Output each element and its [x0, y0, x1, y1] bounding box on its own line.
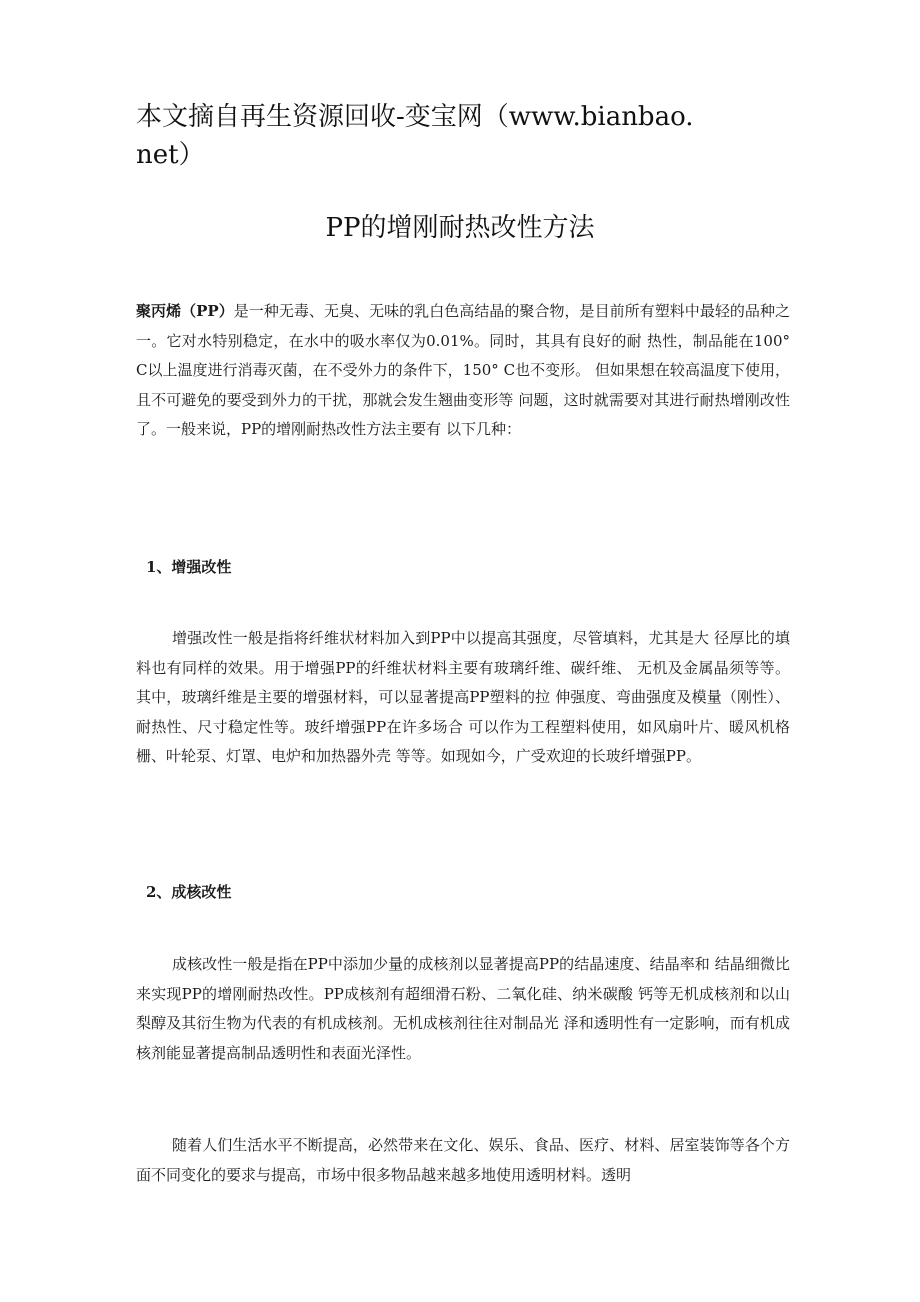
- source-note: 本文摘自再生资源回收-变宝网（www.bianbao.net）: [136, 102, 694, 170]
- section-heading-nucleation: 2、成核改性: [146, 883, 232, 901]
- reinforcement-paragraph: 增强改性一般是指将纤维状材料加入到PP中以提高其强度，尽管填料，尤其是大 径厚比的填料也有同样的效果。用于增强PP的纤维状材料主要有玻璃纤维、碳纤维、 无机及金属晶须等等。其中，玻璃纤维是主要的增强材料，可以显著提高PP塑料的拉 伸强度、弯曲强度及模量（刚性）、耐热性、尺寸稳定性等。玻纤增强PP在许多场合 可以作为工程塑料使用，如风扇叶片、暖风机格栅、叶轮泵、灯罩、电炉和加热器外壳 等等。如现如今，广受欢迎的长玻纤增强PP。: [136, 629, 790, 766]
- intro-paragraph: [136, 297, 790, 445]
- intro-text: 是一种无毒、无臭、无味的乳白色高结晶的聚合物，是目前所有塑料中最轻的品种之一。它对水特别稳定，在水中的吸水率仅为0.01%。同时，其具有良好的耐 热性，制品能在100° C以上温度进行消毒灭菌，在不受外力的条件下，150° C也不变形。 但如果想在较高温度下使用，且不可避免的要受到外力的干扰，那就会发生翘曲变形等 问题，这时就需要对其进行耐热增刚改性了。一般来说，PP的增刚耐热改性方法主要有 以下几种：: [136, 302, 790, 439]
- nucleation-paragraph: 成核改性一般是指在PP中添加少量的成核剂以显著提高PP的结晶速度、结晶率和 结晶细微比来实现PP的增刚耐热改性。PP成核剂有超细滑石粉、二氧化硅、纳米碳酸 钙等无机成核剂和以山梨醇及其衍生物为代表的有机成核剂。无机成核剂往往对制品光 泽和透明性有一定影响，而有机成核剂能显著提高制品透明性和表面光泽性。: [136, 955, 790, 1062]
- intro-lead: 聚丙烯（PP）: [136, 302, 234, 320]
- transparency-paragraph: 随着人们生活水平不断提高，必然带来在文化、娱乐、食品、医疗、材料、居室装饰等各个方面不同变化的要求与提高，市场中很多物品越来越多地使用透明材料。透明: [136, 1136, 790, 1184]
- page-title: PP的增刚耐热改性方法: [325, 213, 595, 243]
- section-heading-reinforcement: 1、增强改性: [146, 558, 232, 576]
